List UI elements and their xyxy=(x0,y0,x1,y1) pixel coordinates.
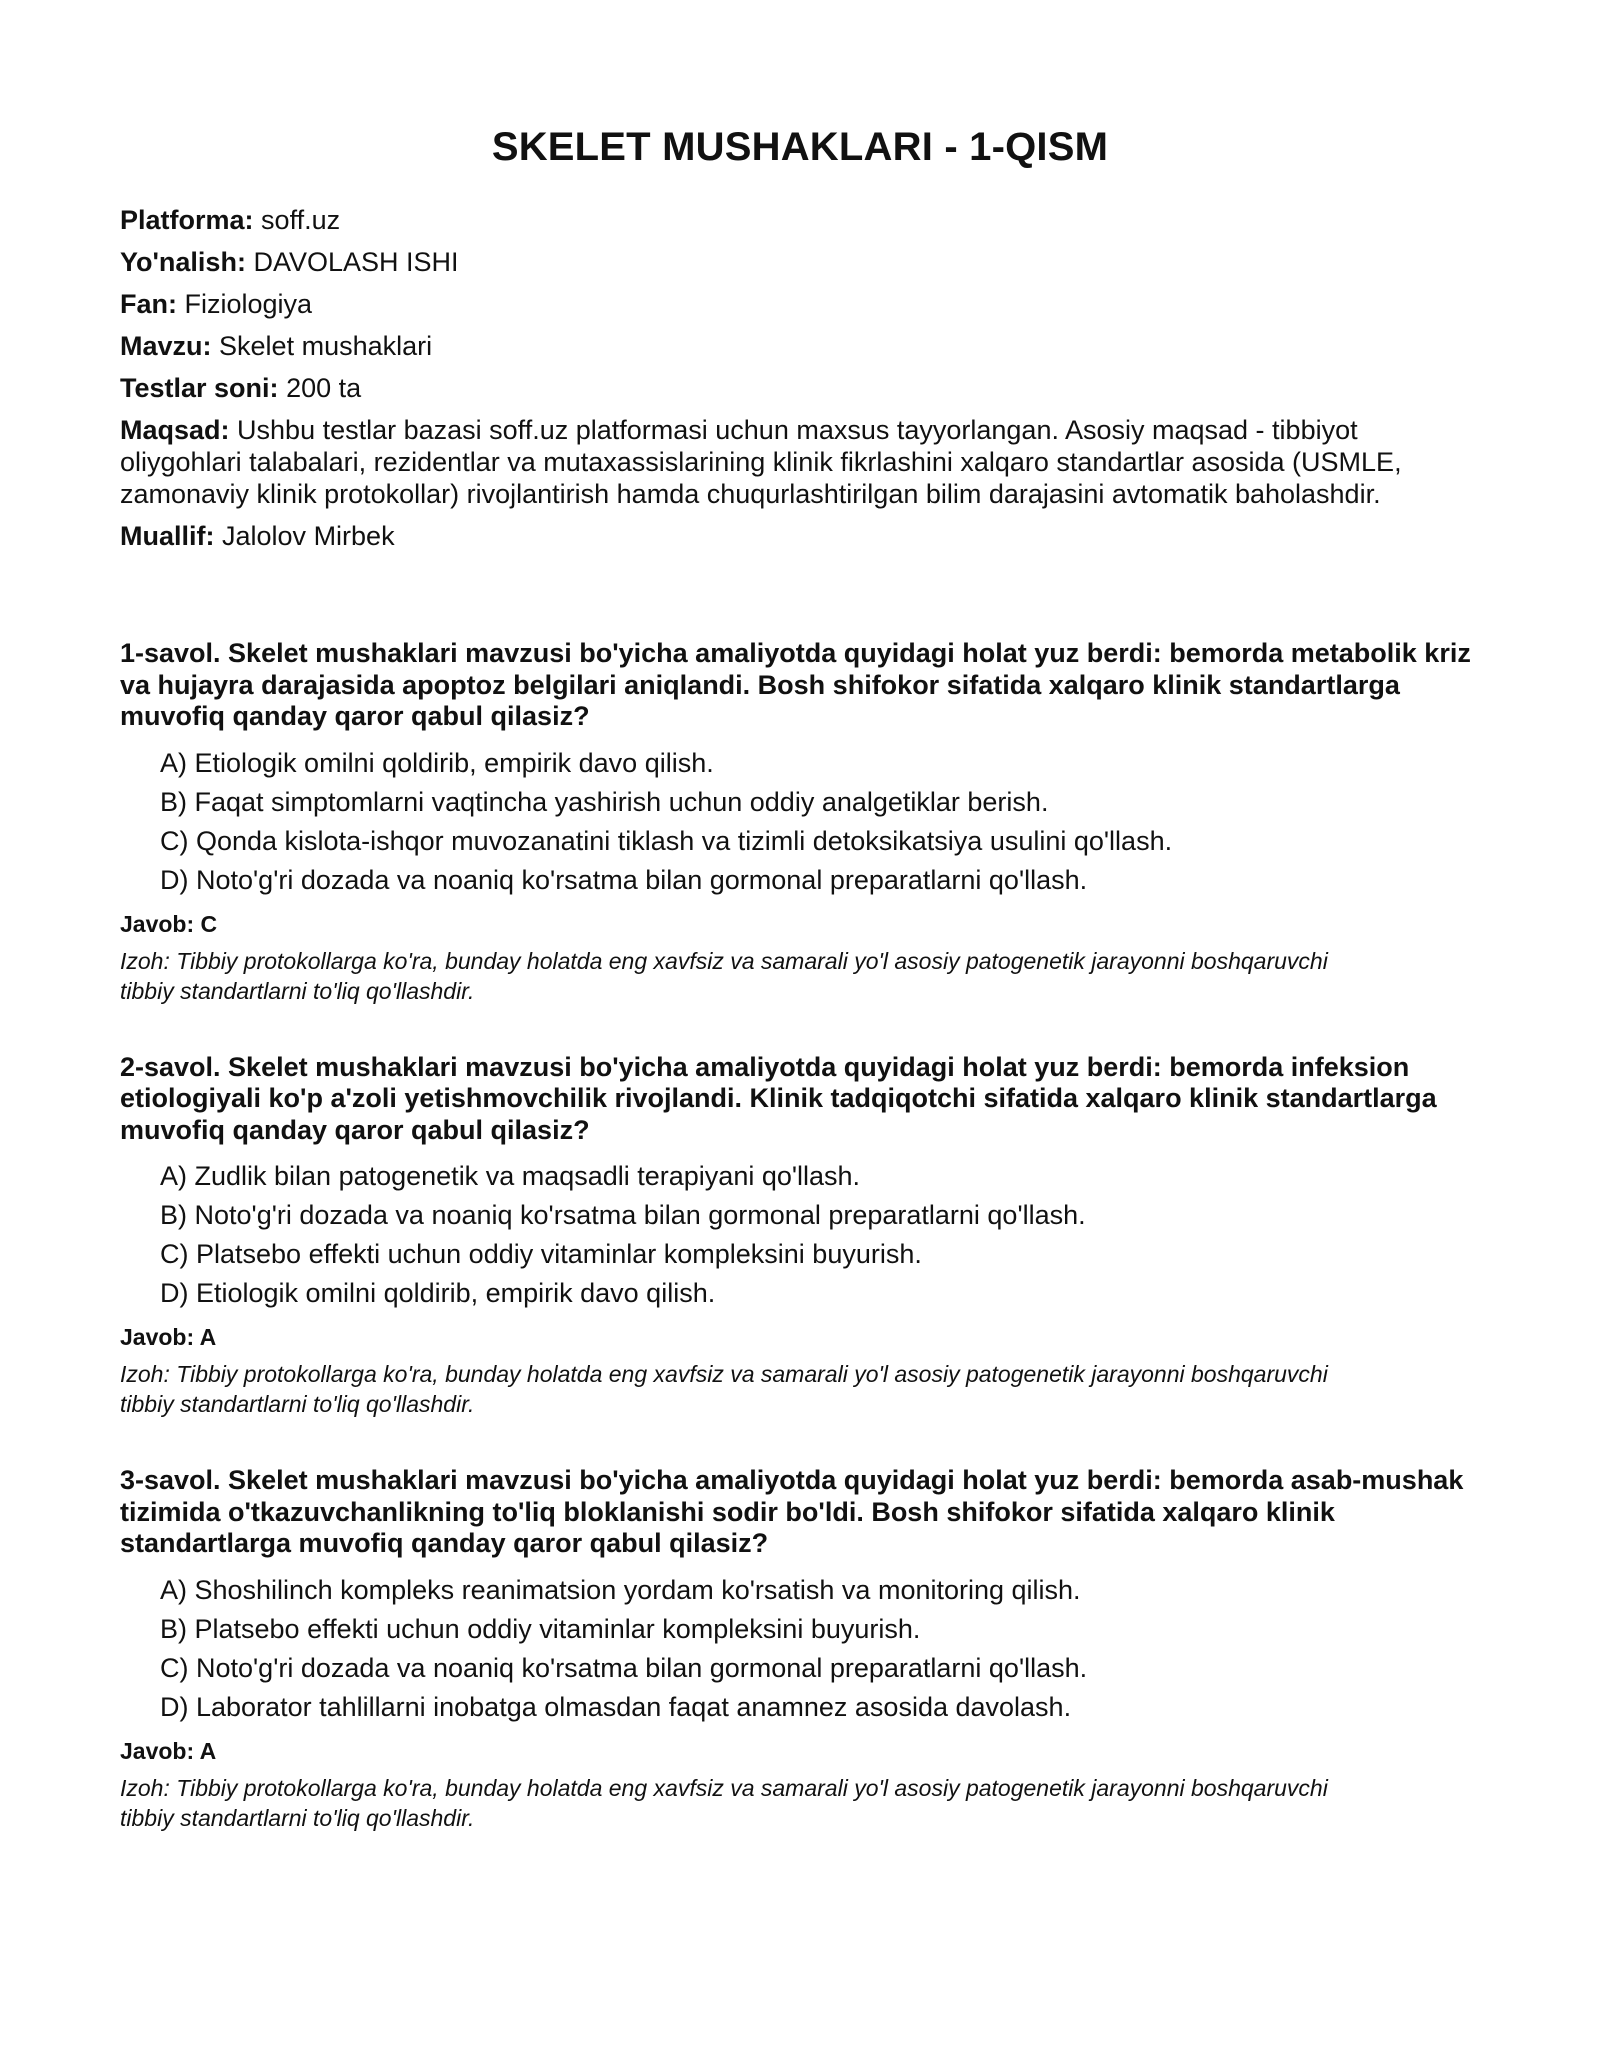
option-list xyxy=(120,1160,1480,1309)
meta-direction-value: DAVOLASH ISHI xyxy=(253,247,459,277)
meta-test-count-label: Testlar soni: xyxy=(120,373,279,403)
meta-test-count-value: 200 ta xyxy=(286,373,362,403)
option-a: A) Zudlik bilan patogenetik va maqsadli terapiyani qo'llash. xyxy=(160,1161,861,1191)
meta-platform-label: Platforma: xyxy=(120,205,254,235)
option-d: D) Etiologik omilni qoldirib, empirik davo qilish. xyxy=(160,1278,716,1308)
explanation-text: Izoh: Tibbiy protokollarga ko'ra, bunday holatda eng xavfsiz va samarali yo'l asosiy patogenetik jarayonni boshqaruvchi tibbiy standartlarni to'liq qo'llashdir. xyxy=(120,1774,1328,1831)
meta-goal-value: Ushbu testlar bazasi soff.uz platformasi uchun maxsus tayyorlangan. Asosiy maqsad - tibbiyot oliygohlari talabalari, rezidentlar va mutaxassislarining klinik fikrlashini xalqaro standartlar asosida (USMLE, zamonaviy klinik protokollar) rivojlantirish hamda chuqurlashtirilgan bilim darajasini avtomatik baholashdir. xyxy=(120,415,1402,509)
meta-author-label: Muallif: xyxy=(120,521,215,551)
meta-platform xyxy=(120,204,1480,236)
meta-author xyxy=(120,520,1480,552)
question-2 xyxy=(120,1052,1480,1420)
option-c: C) Qonda kislota-ishqor muvozanatini tiklash va tizimli detoksikatsiya usulini qo'llash. xyxy=(160,825,1173,856)
question-1 xyxy=(120,638,1480,1006)
option-list xyxy=(120,747,1480,896)
question-text: 2-savol. Skelet mushaklari mavzusi bo'yicha amaliyotda quyidagi holat yuz berdi: bemorda infeksion etiologiyali ko'p a'zoli yetishmovchilik rivojlandi. Klinik tadqiqotchi sifatida xalqaro klinik standartlarga muvofiq qanday qaror qabul qilasiz? xyxy=(120,1051,1437,1145)
meta-subject-value: Fiziologiya xyxy=(184,289,313,319)
option-a: A) Etiologik omilni qoldirib, empirik davo qilish. xyxy=(160,747,714,778)
meta-subject xyxy=(120,288,1480,320)
meta-goal-label: Maqsad: xyxy=(120,415,230,445)
meta-direction xyxy=(120,246,1480,278)
explanation-text: Izoh: Tibbiy protokollarga ko'ra, bunday holatda eng xavfsiz va samarali yo'l asosiy patogenetik jarayonni boshqaruvchi tibbiy standartlarni to'liq qo'llashdir. xyxy=(120,947,1328,1004)
meta-subject-label: Fan: xyxy=(120,289,177,319)
meta-topic-label: Mavzu: xyxy=(120,331,212,361)
meta-goal xyxy=(120,414,1450,510)
option-b: B) Faqat simptomlarni vaqtincha yashirish uchun oddiy analgetiklar berish. xyxy=(160,786,1049,817)
option-b: B) Platsebo effekti uchun oddiy vitaminlar kompleksini buyurish. xyxy=(160,1613,921,1644)
meta-direction-label: Yo'nalish: xyxy=(120,247,246,277)
answer-label: Javob: C xyxy=(120,910,218,937)
question-text: 3-savol. Skelet mushaklari mavzusi bo'yicha amaliyotda quyidagi holat yuz berdi: bemorda asab-mushak tizimida o'tkazuvchanlikning to'liq bloklanishi sodir bo'ldi. Bosh shifokor sifatida xalqaro klinik standartlarga muvofiq qanday qaror qabul qilasiz? xyxy=(120,1465,1464,1558)
question-text: 1-savol. Skelet mushaklari mavzusi bo'yicha amaliyotda quyidagi holat yuz berdi: bemorda metabolik kriz va hujayra darajasida apoptoz belgilari aniqlandi. Bosh shifokor sifatida xalqaro klinik standartlarga muvofiq qanday qaror qabul qilasiz? xyxy=(120,638,1471,731)
answer-label: Javob: A xyxy=(120,1737,217,1764)
option-c: C) Noto'g'ri dozada va noaniq ko'rsatma bilan gormonal preparatlarni qo'llash. xyxy=(160,1652,1088,1683)
meta-topic-value: Skelet mushaklari xyxy=(219,331,433,361)
meta-topic xyxy=(120,330,1480,362)
option-list xyxy=(120,1574,1480,1723)
option-d: D) Laborator tahlillarni inobatga olmasdan faqat anamnez asosida davolash. xyxy=(160,1691,1072,1722)
option-a: A) Shoshilinch kompleks reanimatsion yordam ko'rsatish va monitoring qilish. xyxy=(160,1574,1081,1605)
question-list xyxy=(120,638,1480,1833)
option-c: C) Platsebo effekti uchun oddiy vitaminlar kompleksini buyurish. xyxy=(160,1239,922,1269)
meta-platform-value: soff.uz xyxy=(261,205,341,235)
document-title: SKELET MUSHAKLARI - 1-QISM xyxy=(491,125,1109,169)
question-3 xyxy=(120,1465,1480,1833)
answer-label: Javob: A xyxy=(120,1324,217,1350)
explanation-text: Izoh: Tibbiy protokollarga ko'ra, bunday holatda eng xavfsiz va samarali yo'l asosiy patogenetik jarayonni boshqaruvchi tibbiy standartlarni to'liq qo'llashdir. xyxy=(120,1361,1328,1417)
option-d: D) Noto'g'ri dozada va noaniq ko'rsatma bilan gormonal preparatlarni qo'llash. xyxy=(160,864,1088,895)
option-b: B) Noto'g'ri dozada va noaniq ko'rsatma bilan gormonal preparatlarni qo'llash. xyxy=(160,1200,1086,1230)
meta-block xyxy=(120,204,1480,552)
meta-author-value: Jalolov Mirbek xyxy=(222,521,395,551)
meta-test-count xyxy=(120,372,1480,404)
